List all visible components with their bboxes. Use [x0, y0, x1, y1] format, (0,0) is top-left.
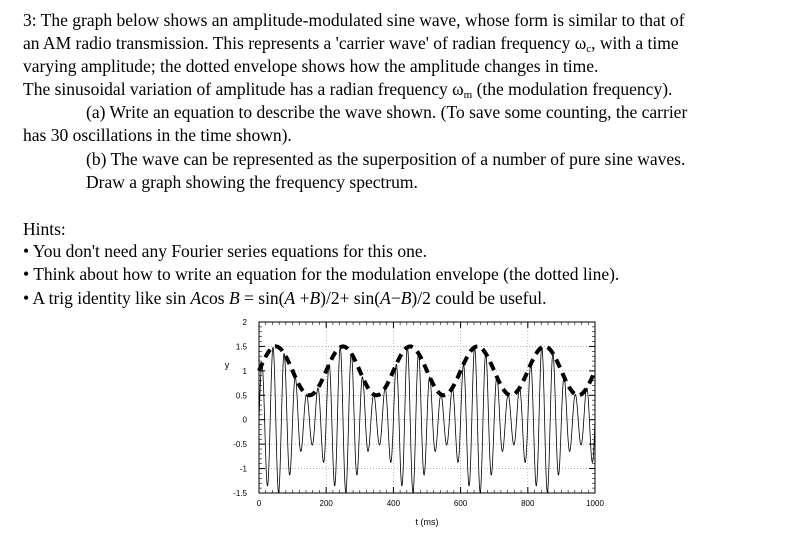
y-tick-label: -0.5: [233, 440, 247, 450]
line2-text-b: , with a time: [591, 33, 679, 53]
hint-3-pre: A trig identity like sin: [29, 288, 191, 308]
part-a-line-1: (a) Write an equation to describe the wave shown. (To save some counting, the carrier: [86, 102, 688, 122]
var-B-1: B: [228, 288, 240, 308]
hints-title: Hints:: [23, 219, 66, 239]
x-tick-label: 600: [453, 499, 468, 508]
line2-text-a: an AM radio transmission. This represents a 'carrier wave' of radian frequency: [23, 33, 575, 53]
y-axis-label: y: [224, 360, 230, 370]
problem-line-3: varying amplitude; the dotted envelope shows how the amplitude changes in time.: [23, 56, 599, 76]
minus-text: −: [390, 288, 401, 308]
eq-text: = sin(: [239, 288, 285, 308]
line4-text-b: (the modulation frequency).: [472, 79, 673, 99]
var-A-3: A: [380, 288, 391, 308]
part-b-line-1: (b) The wave can be represented as the superposition of a number of pure sine waves.: [86, 149, 686, 169]
omega-m-symbol: ω: [452, 79, 464, 99]
end-text: )/2 could be useful.: [411, 288, 547, 308]
hint-1-text: You don't need any Fourier series equations for this one.: [29, 241, 427, 261]
x-tick-label: 400: [386, 499, 401, 508]
var-A-1: A: [190, 288, 202, 308]
line4-text-a: The sinusoidal variation of amplitude has a radian frequency: [23, 79, 453, 99]
y-tick-label: 1: [242, 366, 247, 376]
part-b-line-2: Draw a graph showing the frequency spectrum.: [86, 172, 418, 192]
problem-line-1: 3: The graph below shows an amplitude-modulated sine wave, whose form is similar to that of: [23, 10, 685, 30]
cos-text: cos: [201, 288, 229, 308]
part-a-line-2: has 30 oscillations in the time shown).: [23, 125, 292, 145]
x-tick-label: 200: [319, 499, 333, 508]
y-tick-label: 0: [242, 415, 247, 425]
bullet-2: •: [23, 264, 30, 284]
mid-text: )/2+ sin(: [320, 288, 381, 308]
var-A-2: A: [284, 288, 296, 308]
hint-2-text: Think about how to write an equation for the modulation envelope (the dotted line).: [29, 264, 620, 284]
y-tick-label: -1: [239, 464, 247, 474]
var-B-2: B: [309, 288, 321, 308]
y-tick-label: 2: [242, 318, 247, 327]
var-B-3: B: [400, 288, 412, 308]
x-tick-label: 800: [521, 499, 535, 508]
y-tick-label: -1.5: [233, 489, 247, 498]
y-tick-label: 1.5: [235, 342, 247, 352]
y-tick-label: 0.5: [235, 391, 247, 401]
x-tick-label: 1000: [586, 499, 604, 508]
omega-c-symbol: ω: [574, 33, 587, 53]
omega-c-subscript: c: [586, 43, 592, 55]
plus-text: +: [295, 288, 310, 308]
bullet-3: •: [23, 288, 30, 308]
omega-m-subscript: m: [463, 89, 473, 101]
bullet-1: •: [23, 241, 30, 261]
x-tick-label: 0: [256, 499, 262, 508]
x-axis-label: t (ms): [415, 517, 439, 527]
